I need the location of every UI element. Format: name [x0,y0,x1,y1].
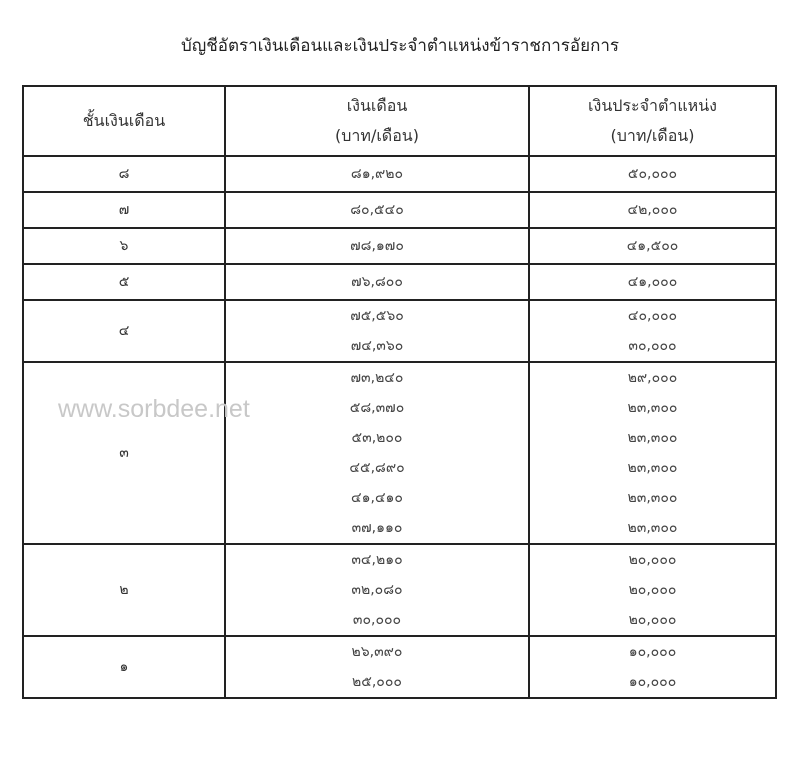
allowance-value: ๔๒,๐๐๐ [627,202,678,218]
grade-cell: ๒ [23,544,225,636]
allowance-value: ๕๐,๐๐๐ [627,166,678,182]
salary-value: ๕๘,๓๗๐ [349,400,405,416]
allowance-value: ๔๑,๕๐๐ [626,238,679,254]
grade-cell: ๕ [23,264,225,300]
allowance-value: ๒๓,๓๐๐ [627,430,678,446]
header-salary-label: เงินเดือน [346,96,408,115]
allowance-cell [529,544,776,636]
table-body [23,156,776,698]
grade-cell: ๓ [23,362,225,544]
grade-cell: ๗ [23,192,225,228]
salary-table [22,85,777,699]
salary-value: ๗๘,๑๗๐ [350,238,404,254]
salary-value: ๔๑,๔๑๐ [351,490,403,506]
allowance-value: ๑๐,๐๐๐ [628,644,677,660]
salary-value: ๔๕,๘๙๐ [349,460,405,476]
allowance-value: ๓๐,๐๐๐ [628,338,677,354]
allowance-value: ๔๐,๐๐๐ [627,308,678,324]
table-row [23,264,776,300]
allowance-value: ๒๙,๐๐๐ [627,370,678,386]
table-row [23,544,776,636]
header-grade: ชั้นเงินเดือน [23,86,225,156]
allowance-value: ๒๐,๐๐๐ [628,582,677,598]
table-row [23,636,776,698]
grade-cell: ๔ [23,300,225,362]
salary-value: ๓๗,๑๑๐ [351,520,403,536]
salary-value: ๕๓,๒๐๐ [351,430,403,446]
allowance-cell [529,362,776,544]
allowance-value: ๒๓,๓๐๐ [627,460,678,476]
allowance-value: ๒๐,๐๐๐ [628,612,677,628]
grade-cell: ๖ [23,228,225,264]
salary-value: ๘๐,๕๔๐ [350,202,404,218]
grade-cell: ๘ [23,156,225,192]
allowance-cell [529,300,776,362]
allowance-cell [529,636,776,698]
salary-value: ๗๖,๘๐๐ [351,274,403,290]
table-row [23,192,776,228]
salary-value: ๓๐,๐๐๐ [352,612,402,628]
allowance-value: ๒๓,๓๐๐ [627,520,678,536]
allowance-value: ๒๐,๐๐๐ [628,552,677,568]
watermark: www.sorbdee.net [58,395,250,423]
salary-cell [225,544,529,636]
grade-cell: ๑ [23,636,225,698]
allowance-cell [529,156,776,192]
allowance-cell [529,228,776,264]
allowance-value: ๒๓,๓๐๐ [627,400,678,416]
salary-value: ๓๔,๒๑๐ [351,552,403,568]
salary-value: ๘๑,๙๒๐ [350,166,404,182]
table-row [23,300,776,362]
salary-value: ๗๓,๒๔๐ [350,370,404,386]
header-salary-unit: (บาท/เดือน) [335,126,419,145]
salary-cell [225,264,529,300]
table-header-row [23,86,776,156]
allowance-cell [529,192,776,228]
document-title: บัญชีอัตราเงินเดือนและเงินประจำตำแหน่งข้าราชการอัยการ [180,36,620,56]
header-allowance [529,86,776,156]
salary-value: ๒๖,๓๙๐ [351,644,403,660]
salary-value: ๓๒,๐๘๐ [351,582,403,598]
table-row [23,156,776,192]
allowance-value: ๑๐,๐๐๐ [628,674,677,690]
salary-value: ๗๔,๓๖๐ [350,338,404,354]
salary-cell [225,228,529,264]
table-row [23,362,776,544]
salary-value: ๗๕,๕๖๐ [350,308,404,324]
salary-cell [225,362,529,544]
salary-cell [225,192,529,228]
table-row [23,228,776,264]
header-salary [225,86,529,156]
salary-cell [225,156,529,192]
salary-cell [225,300,529,362]
allowance-value: ๔๑,๐๐๐ [627,274,678,290]
allowance-value: ๒๓,๓๐๐ [627,490,678,506]
salary-value: ๒๕,๐๐๐ [352,674,402,690]
allowance-cell [529,264,776,300]
header-allowance-label: เงินประจำตำแหน่ง [588,96,717,115]
header-allowance-unit: (บาท/เดือน) [610,126,695,145]
salary-cell [225,636,529,698]
